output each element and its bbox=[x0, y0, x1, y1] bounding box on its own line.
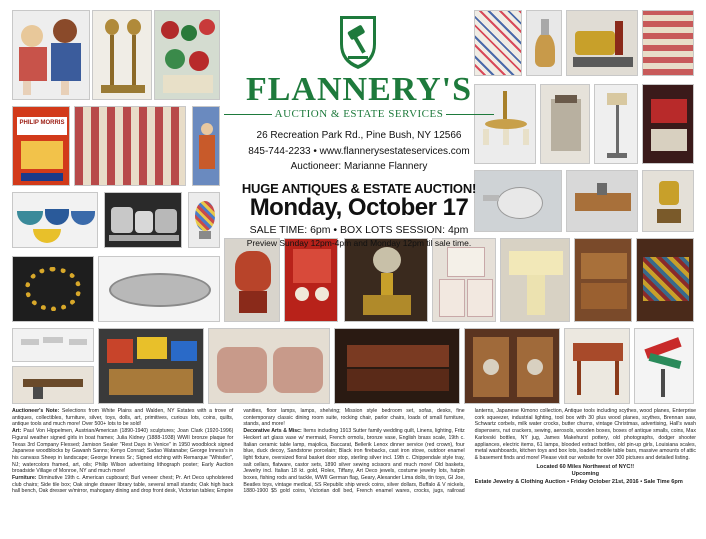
photo-quilt bbox=[74, 106, 186, 186]
photo-pedestal-sink bbox=[500, 238, 570, 322]
photo-floor-lamp bbox=[594, 84, 638, 164]
photo-decanter bbox=[526, 10, 562, 76]
brand-tagline: AUCTION & ESTATE SERVICES bbox=[220, 108, 498, 120]
photo-butter-churn bbox=[540, 84, 590, 164]
photo-silver-tea-set bbox=[104, 192, 182, 248]
photo-bronze-candelabras bbox=[92, 10, 152, 100]
gavel-shield-icon bbox=[334, 12, 382, 72]
photo-cabinet bbox=[464, 328, 560, 404]
listing-text bbox=[12, 408, 696, 534]
headline: HUGE ANTIQUES & ESTATE AUCTION! bbox=[241, 181, 477, 196]
auction-date: Monday, October 17 bbox=[249, 194, 469, 221]
photo-gold-necklace bbox=[12, 256, 94, 322]
photo-wooden-chest bbox=[574, 238, 632, 322]
preview-hours: Preview Sunday 12pm-4pm and Monday 12pm til sale time. bbox=[246, 238, 472, 248]
decorative-text: Items including 1913 Sutter family wedding quilt, Linens, lighting, Fritz Heckert art glass vase w/ mermaid, French ormolu, bronze vase, English brass scale, 19th c. Italian ceramic table lamp, majolica, Baccarat, Bellerik Lenox dinner service (red crown), four blue, duck decoy, Sandstone porcelain; Black iron firebacks, cast iron stove, outdoor enamel light fixture, oversized floral basket door stop, sterling silver incl. 19th c. Chippendale style tray, salt cellars, flatware, castor sets, 1890 silver sewing scissors and much more! Old baskets, Jewelry incl. Italian 18 kt. gold, Rolex, Tiffany, Art Deco jewels, costume jewelry lots, hatpin boxes, fishing rods and tackle, WWII German flag, Geary, Alexander Lima dolls, tin toys, GI Joe, Beatles toys, vintage medical, SS Republic ship wreck coins, silver dollars, Buffalo & V nickels, 1880-1900 $5 gold coins, Victorian doll bed, French enamel wares, crocks, jugs, railroad lanterns, Japanese Kimono collection, Antique tools including scythes, wood planes, Enterprise cork squeezer, industrial lighting, tool box with 30 plus wood planes, scythes, Brennan saw, Schwartz corbels, milk water crocks, butter churns, vintage Christmas, advertising, Hall's wash dispensers, nut crackers, sewing, aerosols, wooden boxes, boxes of antique smalls, coins, Max Karlovski bottles, NY jug, James Makehurst pottery, old photographs, dodger shooter appliances, electric items, 61 lamps, blooded extract bottles, old pin-up girls, Louisiana scales, metal washboards, kitchen toys and box lots, loaded mobile table bars, massive amounts of attic & basement finds and more! Please visit our website for over 300 pictures and detailed listing. bbox=[243, 408, 696, 495]
photo-christmas-ornaments bbox=[154, 10, 220, 100]
furniture-text: Diminutive 19th c. American cupboard; Burl veneer chest; Pr. Art Deco upholstered club chairs; Side tile box; Oak single drawer library table, several small stands; Oak high back hall bench, Oak dresser w/mirror, mahogany dining and drop front desk, Victorian tables; Empire vanities, floor lamps, lamps, shelving; Mission style bedroom set, sofas, desks, fine contemporary classic dining room suite, rocking chair, parlor chairs, loads of small furniture, stands, and more! bbox=[12, 408, 465, 495]
packages-label: PHILIP MORRIS bbox=[19, 120, 65, 126]
art-text: Paul Von Hippelmen, Austrian/American (1890-1940) sculptures; Joan Clark (1920-1996) Figural weather signed girls in boat frames; Julia Kidney (1888-1938) WWII bronze plaque for Texas 3rd Company Flexsed; Jamison Sealer "Rest Days in Venice" in 1950 woodblock signed Japanese woodblocks by Gawanh Sanns; Kenyo Conrad; Sadao Watanabe; George Inness's in his canvass Sheep in landscape; George Inness Sr.; Signed etching with Remarque "Whistler", NJ; watercolors framed, art, oils; Philip Wilson advertising lithograph poster; Early Auction broadside Village of Monroe, NY and much more! bbox=[12, 428, 234, 475]
upcoming-label: Upcoming bbox=[571, 471, 599, 478]
photo-cigarette-packages bbox=[12, 106, 70, 186]
photo-glass-bowls bbox=[12, 192, 98, 248]
photo-antique-tool bbox=[12, 366, 94, 404]
photo-folk-figure bbox=[192, 106, 220, 186]
photo-side-table bbox=[564, 328, 630, 404]
photo-small-trophy bbox=[642, 170, 694, 232]
photo-composition-dolls bbox=[12, 10, 90, 100]
photo-art-glass-sculpture bbox=[634, 328, 694, 404]
photo-steam-engine-toy bbox=[566, 10, 638, 76]
photo-mosaic-egg bbox=[188, 192, 220, 248]
furniture-lead: Furniture: bbox=[12, 475, 37, 482]
photo-wood-plane bbox=[566, 170, 638, 232]
photo-silver-tray bbox=[98, 256, 220, 322]
art-lead: Art: bbox=[12, 428, 22, 435]
address: 26 Recreation Park Rd., Pine Bush, NY 12566 bbox=[256, 130, 462, 141]
note-lead: Auctioneer's Note: bbox=[12, 408, 60, 414]
photo-hooked-rug bbox=[642, 10, 694, 76]
auctioneer: Auctioneer: Marianne Flannery bbox=[290, 161, 428, 172]
note-text: Selections from White Plains and Walden, NY Estates with a trove of antiques, collectibles, furniture, silver, toys, dolls, art, primitives, curious lots, coins, quilts, antique tools and much more! Over 500+ lots to be sold! bbox=[12, 408, 234, 428]
phone-website: 845-744-2233 • www.flannerysestateservices.com bbox=[248, 146, 470, 157]
photo-dark-wood-box bbox=[334, 328, 460, 404]
photo-club-chairs bbox=[208, 328, 330, 404]
decorative-lead: Decorative Arts & Misc: bbox=[243, 428, 302, 435]
distance-note: Located 60 Miles Northwest of NYC!! bbox=[536, 463, 635, 470]
photo-jewelry-box bbox=[636, 238, 694, 322]
sale-time: SALE TIME: 6pm • BOX LOTS SESSION: 4pm bbox=[249, 224, 469, 236]
photo-tin-toys bbox=[98, 328, 204, 404]
auction-header bbox=[220, 8, 498, 270]
upcoming-event: Estate Jewelry & Clothing Auction • Friday October 21st, 2016 • Sale Time 6pm bbox=[474, 479, 683, 486]
photo-glass-compotes bbox=[12, 328, 94, 362]
photo-coin-case bbox=[642, 84, 694, 164]
brand-name: FLANNERY'S bbox=[245, 71, 473, 108]
